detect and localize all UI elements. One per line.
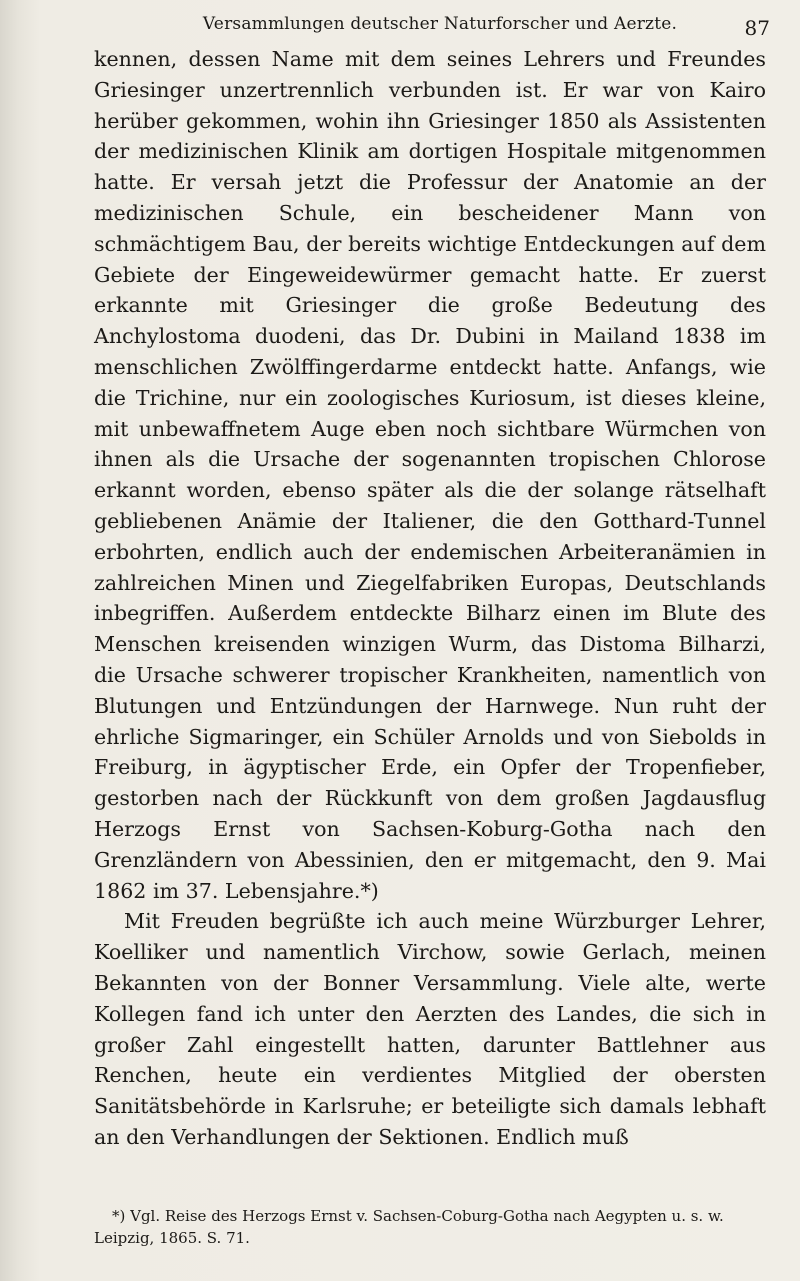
paragraph: Mit Freuden begrüßte ich auch meine Würzburger Lehrer, Koelliker und namentlich Virchow, sowie Gerlach, meinen Bekannten von der Bonner Versammlung. Viele alte, werte Kollegen fand ich unter den Aerzten des Landes, die sich in großer Zahl eingestellt hatten, darunter Battlehner aus Renchen, heute ein verdientes Mitglied der obersten Sanitätsbehörde in Karlsruhe; er beteiligte sich damals lebhaft an den Verhandlungen der Sektionen. Endlich muß [94,909,766,1149]
running-head [0,8,800,42]
body-text [94,44,766,1153]
footnote [94,1205,766,1249]
page-number: 87 [744,16,770,40]
paragraph-continuation: kennen, dessen Name mit dem seines Lehrers und Freundes Griesinger unzertrennlich verbunden ist. Er war von Kairo herüber gekommen, wohin ihn Griesinger 1850 als Assistenten der medizinischen Klinik am dortigen Hospitale mitgenommen hatte. Er versah jetzt die Professur der Anatomie an der medizinischen Schule, ein bescheidener Mann von schmächtigem Bau, der bereits wichtige Entdeckungen auf dem Gebiete der Eingeweidewürmer gemacht hatte. Er zuerst erkannte mit Griesinger die große Bedeutung des Anchylostoma duodeni, das Dr. Dubini in Mailand 1838 im menschlichen Zwölffingerdarme entdeckt hatte. Anfangs, wie die Trichine, nur ein zoologisches Kuriosum, ist dieses kleine, mit unbewaffnetem Auge eben noch sichtbare Würmchen von ihnen als die Ursache der sogenannten tropischen Chlorose erkannt worden, ebenso später als die der solange rätselhaft gebliebenen Anämie der Italiener, die den Gotthard-Tunnel erbohrten, endlich auch der endemischen Arbeiteranämien in zahlreichen Minen und Ziegelfabriken Europas, Deutschlands inbegriffen. Außerdem entdeckte Bilharz einen im Blute des Menschen kreisenden winzigen Wurm, das Distoma Bilharzi, die Ursache schwerer tropischer Krankheiten, namentlich von Blutungen und Entzündungen der Harnwege. Nun ruht der ehrliche Sigmaringer, ein Schüler Arnolds und von Siebolds in Freiburg, in ägyptischer Erde, ein Opfer der Tropenfieber, gestorben nach der Rückkunft von dem großen Jagdausflug Herzogs Ernst von Sachsen-Koburg-Gotha nach den Grenzländern von Abessinien, den er mitgemacht, den 9. Mai 1862 im 37. Lebensjahre.*) [94,47,766,903]
footnote-text: *) Vgl. Reise des Herzogs Ernst v. Sachsen-Coburg-Gotha nach Aegypten u. s. w. Leipzig, 1865. S. 71. [94,1207,724,1247]
running-title: Versammlungen deutscher Naturforscher und Aerzte. [202,14,678,34]
